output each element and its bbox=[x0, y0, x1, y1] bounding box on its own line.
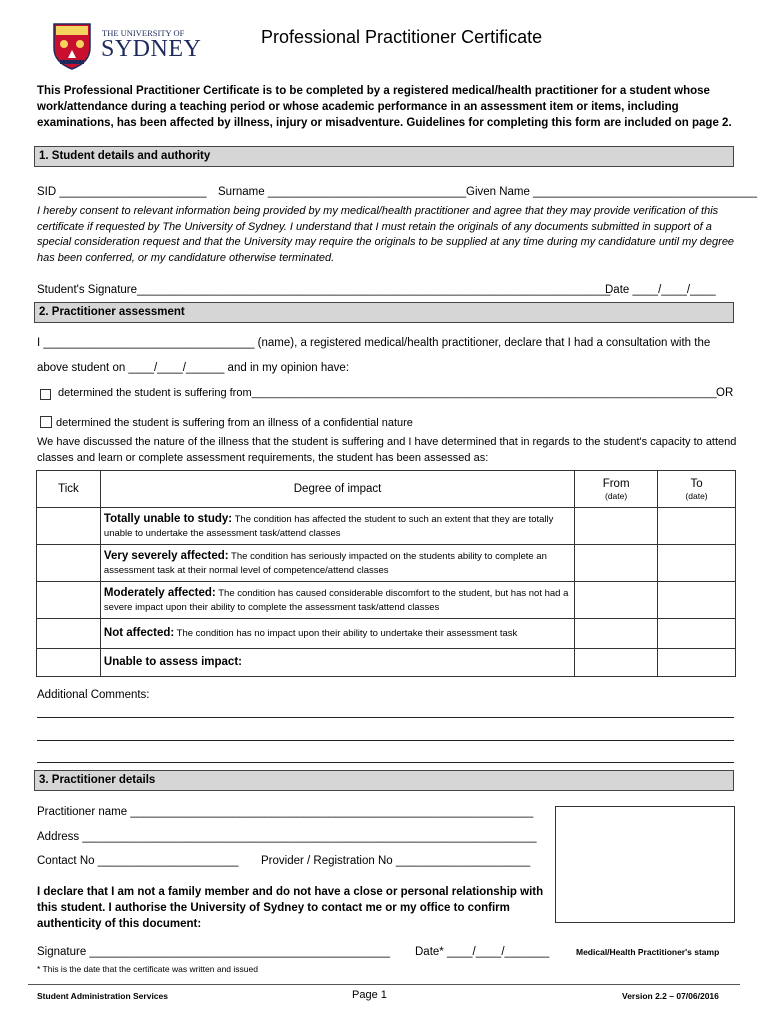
impact-table bbox=[36, 470, 736, 677]
to-date-cell[interactable] bbox=[658, 545, 736, 582]
student-date-field[interactable]: Date ____/____/____ bbox=[605, 284, 716, 296]
given-name-field[interactable]: Given Name ___________________________________ bbox=[466, 186, 757, 198]
degree-label: Moderately affected: bbox=[103, 586, 216, 599]
intro-text: This Professional Practitioner Certificate is to be completed by a registered medical/health practitioner for a student whose work/attendance during a teaching period or whose academic performance in an assessment item or items, including examinations, has been affected by illness, injury or misadventure. Guidelines for completing this form are included on page 2. bbox=[37, 85, 732, 129]
from-date-cell[interactable] bbox=[575, 649, 658, 677]
university-logo bbox=[52, 22, 202, 70]
confidential-illness-label: determined the student is suffering from an illness of a confidential nature bbox=[56, 417, 413, 429]
section-student-details-header: 1. Student details and authority bbox=[34, 146, 734, 167]
degree-description: The condition has seriously impacted on the students ability to complete an assessment task at their normal level of competence/attend classes bbox=[103, 550, 547, 576]
from-header bbox=[575, 471, 658, 508]
practitioner-date-field[interactable]: Date* ____/____/_______ bbox=[415, 946, 550, 958]
practitioner-signature-field[interactable]: Signature _______________________________________________ bbox=[37, 946, 391, 958]
tick-header: Tick bbox=[37, 471, 101, 508]
footer-page-number: Page 1 bbox=[352, 989, 387, 1001]
consultation-date-line[interactable]: above student on ____/____/______ and in my opinion have: bbox=[37, 362, 350, 374]
degree-cell bbox=[100, 649, 574, 677]
tick-cell-very-severely[interactable] bbox=[37, 545, 101, 582]
degree-description: The condition has caused considerable discomfort to the student, but has not had a severe impact upon their ability to complete the assessment task/attend classes bbox=[103, 587, 569, 613]
logo-text-main: SYDNEY bbox=[101, 36, 202, 62]
suffering-from-checkbox[interactable] bbox=[40, 389, 51, 400]
footer-divider bbox=[28, 984, 740, 985]
impact-table-header bbox=[37, 471, 736, 508]
degree-label: Very severely affected: bbox=[103, 549, 229, 562]
degree-description: The condition has no impact upon their ability to undertake their assessment task bbox=[174, 628, 518, 639]
to-date-cell[interactable] bbox=[658, 508, 736, 545]
surname-field[interactable]: Surname _______________________________ bbox=[218, 186, 467, 198]
stamp-label: Medical/Health Practitioner's stamp bbox=[576, 947, 720, 957]
degree-cell bbox=[100, 508, 574, 545]
from-sub-label: (date) bbox=[605, 490, 628, 501]
discussion-text: We have discussed the nature of the illness that the student is suffering and I have determined that in regards to the student's capacity to attend classes and learn or complete assessment requirements, the student has been assessed as: bbox=[37, 436, 737, 464]
logo-text-top: THE UNIVERSITY OF bbox=[102, 28, 185, 38]
page-title: Professional Practitioner Certificate bbox=[261, 27, 543, 47]
degree-cell bbox=[100, 582, 574, 619]
comment-line[interactable] bbox=[37, 740, 734, 741]
to-date-cell[interactable] bbox=[658, 619, 736, 649]
student-signature-field[interactable]: Student's Signature__________________________________________________________________________ bbox=[37, 284, 611, 296]
to-header bbox=[658, 471, 736, 508]
address-field[interactable]: Address _______________________________________________________________________ bbox=[37, 831, 537, 843]
to-sub-label: (date) bbox=[685, 490, 708, 501]
degree-cell bbox=[100, 545, 574, 582]
from-date-cell[interactable] bbox=[575, 582, 658, 619]
or-label: OR bbox=[716, 387, 734, 399]
provider-number-field[interactable]: Provider / Registration No _____________________ bbox=[261, 855, 531, 867]
sid-field[interactable]: SID _______________________ bbox=[37, 186, 207, 198]
comment-line[interactable] bbox=[37, 762, 734, 763]
section-practitioner-assessment-header: 2. Practitioner assessment bbox=[34, 302, 734, 323]
additional-comments-label: Additional Comments: bbox=[37, 689, 150, 701]
comment-line[interactable] bbox=[37, 717, 734, 718]
from-date-cell[interactable] bbox=[575, 619, 658, 649]
to-date-cell[interactable] bbox=[658, 649, 736, 677]
tick-cell-totally-unable[interactable] bbox=[37, 508, 101, 545]
to-date-cell[interactable] bbox=[658, 582, 736, 619]
contact-no-field[interactable]: Contact No ______________________ bbox=[37, 855, 239, 867]
to-label: To bbox=[690, 477, 703, 490]
practitioner-declaration-line1[interactable]: I _________________________________ (name), a registered medical/health practitioner, declare that I had a consultation with the bbox=[37, 337, 711, 349]
consent-text: I hereby consent to relevant information being provided by my medical/health practitioner and agree that they may provide verification of this certificate if requested by The University of Sydney. I understand that I must retain the originals of any documents submitted in support of a special consideration request and that the University may require the originals to be supplied at any time during my candidature until my degree has been conferred, or my candidature otherwise terminated. bbox=[37, 205, 735, 264]
from-date-cell[interactable] bbox=[575, 545, 658, 582]
from-date-cell[interactable] bbox=[575, 508, 658, 545]
stamp-box[interactable] bbox=[555, 806, 735, 923]
table-row bbox=[37, 582, 736, 619]
table-row bbox=[37, 619, 736, 649]
from-label: From bbox=[602, 477, 630, 490]
degree-description: The condition has affected the student to such an extent that they are totally unable to undertake the assessment task/attend classes bbox=[103, 513, 554, 539]
practitioner-name-field[interactable]: Practitioner name _______________________________________________________________ bbox=[37, 806, 534, 818]
degree-label: Totally unable to study: bbox=[103, 512, 233, 525]
section-practitioner-details-header: 3. Practitioner details bbox=[34, 770, 734, 791]
degree-label: Unable to assess impact: bbox=[103, 656, 242, 668]
tick-cell-not-affected[interactable] bbox=[37, 619, 101, 649]
degree-label: Not affected: bbox=[103, 627, 175, 639]
date-footnote: * This is the date that the certificate was written and issued bbox=[37, 964, 258, 974]
table-row bbox=[37, 545, 736, 582]
suffering-from-field[interactable]: determined the student is suffering from____________________________________________________________________________ bbox=[58, 387, 717, 399]
table-row bbox=[37, 508, 736, 545]
confidential-illness-checkbox[interactable] bbox=[40, 416, 52, 428]
footer-version: Version 2.2 – 07/06/2016 bbox=[622, 991, 719, 1001]
degree-cell bbox=[100, 619, 574, 649]
degree-header: Degree of impact bbox=[100, 471, 574, 508]
tick-cell-unable-to-assess[interactable] bbox=[37, 649, 101, 677]
footer-department: Student Administration Services bbox=[37, 991, 168, 1001]
table-row bbox=[37, 649, 736, 677]
practitioner-declaration: I declare that I am not a family member and do not have a close or personal relationship with this student. I authorise the University of Sydney to contact me or my office to confirm authenticity of this document: bbox=[37, 886, 544, 930]
tick-cell-moderately[interactable] bbox=[37, 582, 101, 619]
